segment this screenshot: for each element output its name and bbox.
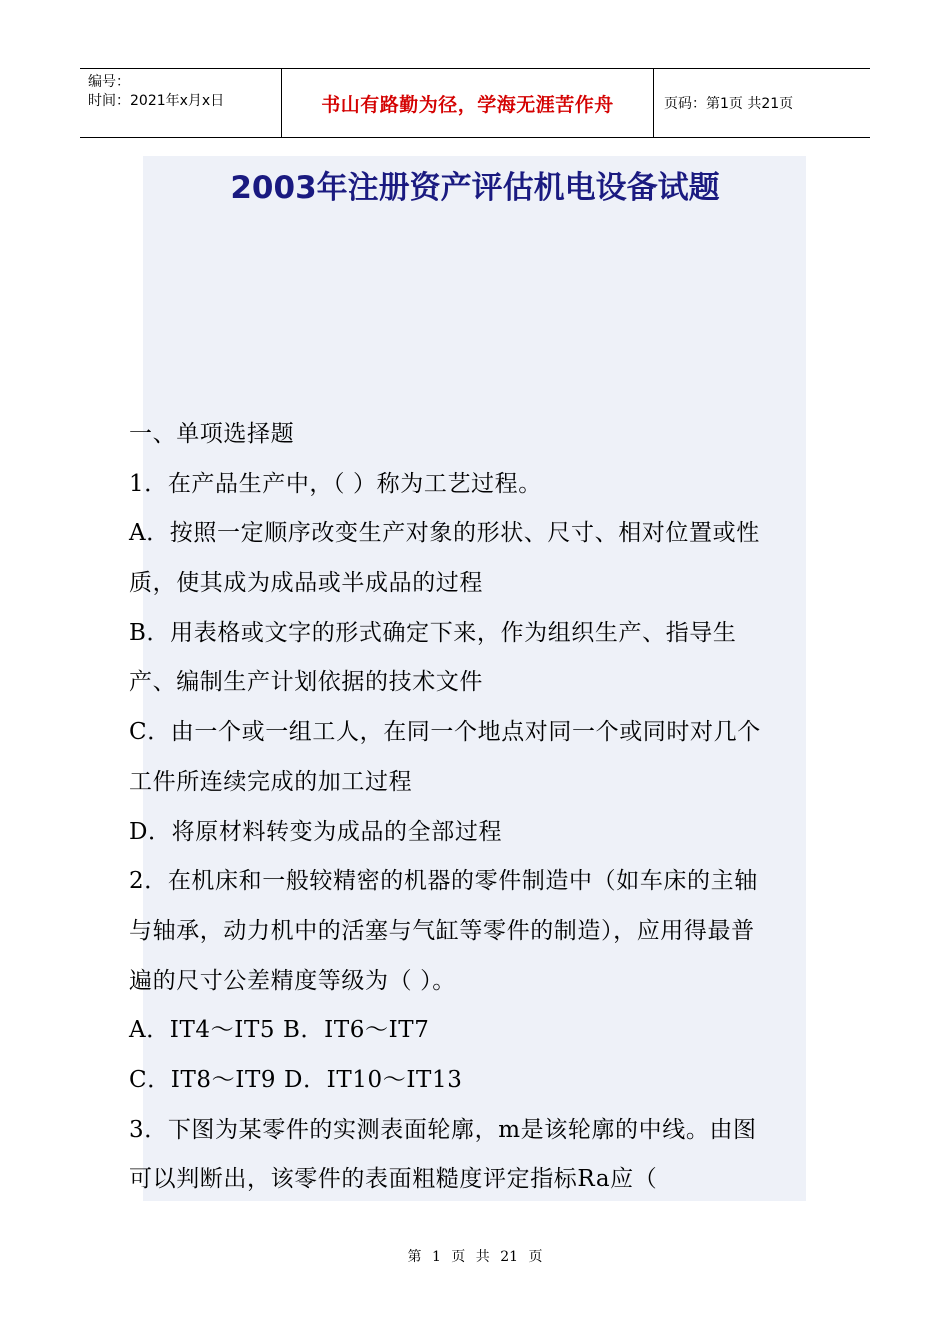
q1-option-b-cont: 产、编制生产计划依据的技术文件: [129, 669, 483, 696]
motto-text: 书山有路勤为径，学海无涯苦作舟: [321, 93, 614, 116]
document-title: 2003年注册资产评估机电设备试题: [230, 170, 720, 206]
question-2-cont-2: 遍的尺寸公差精度等级为（ ）。: [129, 967, 456, 994]
q2-options-ab: A．IT4～IT5 B．IT6～IT7: [129, 1017, 430, 1044]
number-label: 编号：: [88, 74, 130, 90]
q1-option-a: A．按照一定顺序改变生产对象的形状、尺寸、相对位置或性: [129, 520, 760, 547]
question-2: 2．在机床和一般较精密的机器的零件制造中（如车床的主轴: [129, 868, 758, 895]
q1-option-b: B．用表格或文字的形式确定下来，作为组织生产、指导生: [129, 619, 737, 646]
q1-option-c-cont: 工件所连续完成的加工过程: [129, 768, 413, 795]
document-body: [129, 410, 829, 1205]
time-label: 时间：2021年x月x日: [88, 93, 225, 109]
section-heading: 一、单项选择题: [129, 421, 295, 447]
page-header: [80, 68, 870, 138]
header-motto: [282, 69, 654, 137]
header-meta: [80, 69, 282, 137]
question-3: 3．下图为某零件的实测表面轮廓，m是该轮廓的中线。由图: [129, 1116, 757, 1143]
header-page-info: [654, 69, 870, 137]
page-footer: 第 1 页 共 21 页: [407, 1249, 543, 1265]
question-3-cont: 可以判断出，该零件的表面粗糙度评定指标Ra应（: [129, 1166, 658, 1193]
page-info-text: 页码：第1页 共21页: [664, 96, 794, 112]
question-2-cont: 与轴承，动力机中的活塞与气缸等零件的制造），应用得最普: [129, 917, 755, 944]
q1-option-a-cont: 质，使其成为成品或半成品的过程: [129, 570, 483, 597]
q1-option-d: D．将原材料转变为成品的全部过程: [129, 818, 503, 845]
q2-options-cd: C．IT8～IT9 D．IT10～IT13: [129, 1066, 463, 1093]
question-1: 1．在产品生产中，（ ）称为工艺过程。: [129, 470, 542, 497]
q1-option-c: C．由一个或一组工人，在同一个地点对同一个或同时对几个: [129, 719, 761, 746]
